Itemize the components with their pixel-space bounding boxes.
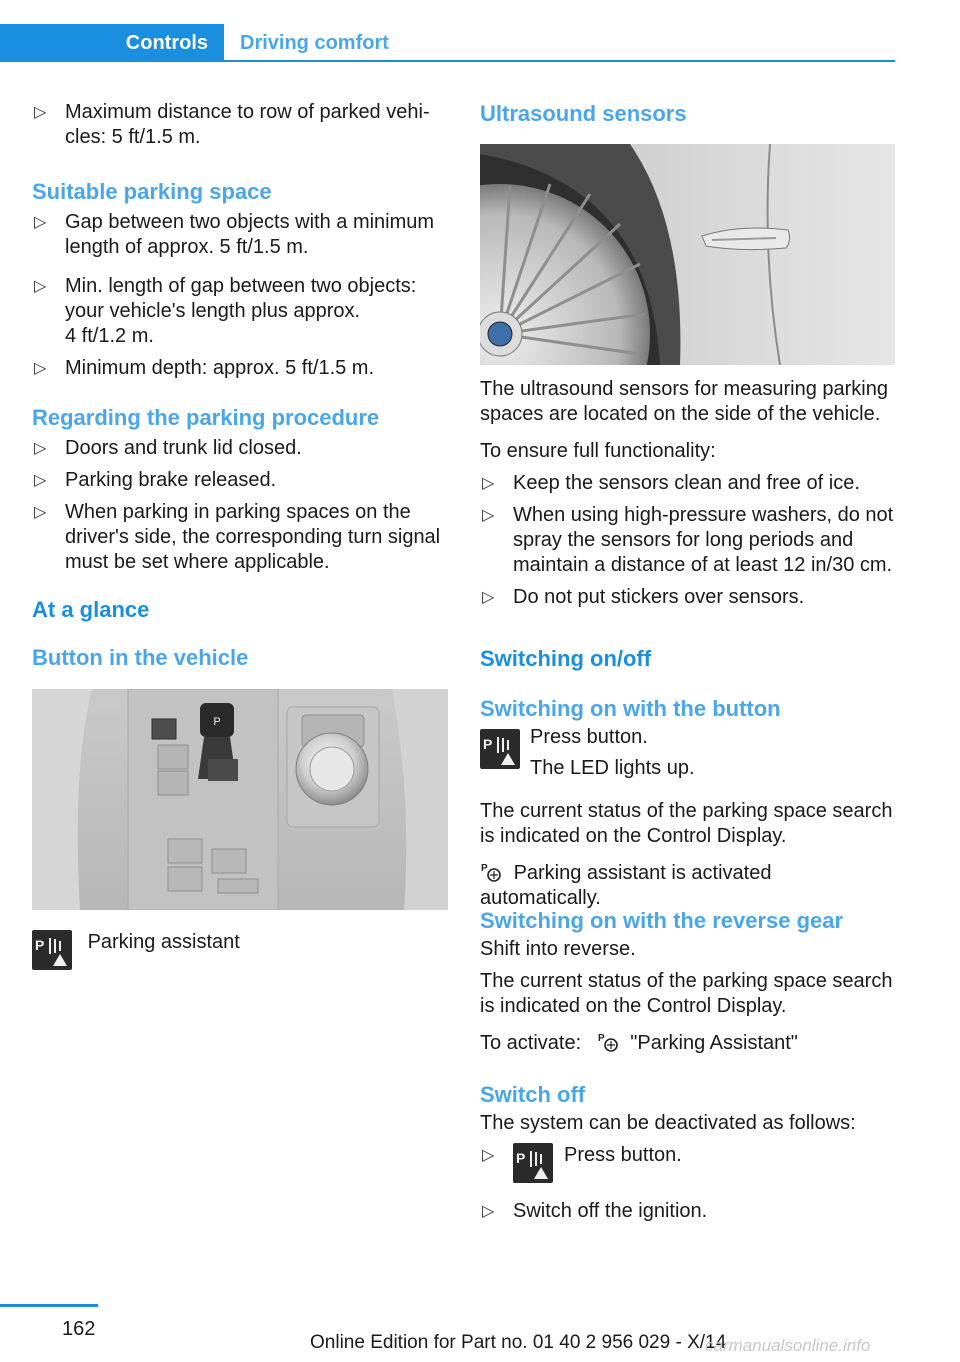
bullet-icon: ▷ — [34, 440, 47, 457]
parking-assistant-button-icon: P — [513, 1143, 553, 1183]
list-item-continuation: 4 ft/1.2 m. — [65, 325, 154, 347]
procedure-heading: Regarding the parking procedure — [32, 405, 380, 430]
console-illustration — [32, 689, 448, 910]
list-item: ▷ Parking brake released. — [34, 469, 277, 491]
ensure-paragraph: To ensure full functionality: — [480, 440, 716, 462]
status-paragraph: The current status of the parking space search is indicated on the Control Display. — [480, 800, 893, 847]
press-button-row — [480, 725, 896, 785]
list-item: ▷ Do not put stickers over sensors. — [482, 586, 805, 608]
bullet-icon: ▷ — [34, 214, 47, 231]
icon-caption: Parking assistant — [87, 931, 240, 953]
list-item: ▷ Gap between two objects with a minimum length of approx. 5 ft/1.5 m. — [34, 211, 435, 258]
list-item: ▷ Min. length of gap between two objects: your vehicle's length plus approx. — [34, 275, 417, 322]
sensor-illustration — [480, 144, 895, 365]
list-item: ▷ Minimum depth: approx. 5 ft/1.5 m. — [34, 357, 375, 379]
bullet-icon: ▷ — [34, 104, 47, 121]
left-column — [32, 100, 448, 974]
bullet-icon: ▷ — [34, 278, 47, 295]
reverse-heading: Switching on with the reverse gear — [480, 908, 844, 933]
list-item: ▷ Switch off the ignition. — [482, 1200, 708, 1222]
list-item: ▷ Maximum distance to row of parked vehicles: 5 ft/1.5 m. — [34, 101, 430, 148]
list-item: ▷ When parking in parking spaces on the driver's side, the corresponding turn signal must be set where applicable. — [34, 501, 441, 573]
sensor-image — [480, 144, 895, 365]
switch-heading: Switching on/off — [480, 646, 652, 671]
suitable-heading: Suitable parking space — [32, 179, 272, 204]
header-subsection-tab[interactable]: Driving comfort — [240, 32, 389, 54]
list-item: ▷ When using high-pressure washers, do not spray the sensors for long periods and maintain a distance of at least 12 in/30 cm. — [482, 504, 894, 576]
press-button-text: Press button. — [530, 726, 648, 748]
bullet-icon: ▷ — [34, 360, 47, 377]
edition-text: Online Edition for Part no. 01 40 2 956 029 - X/14 — [310, 1332, 727, 1353]
svg-text:P: P — [597, 1033, 605, 1044]
bullet-icon: ▷ — [34, 504, 47, 521]
right-column — [480, 100, 896, 1231]
shift-reverse-text: Shift into reverse. — [480, 938, 636, 960]
parking-assistant-symbol-icon — [597, 1031, 619, 1053]
with-button-heading: Switching on with the button — [480, 696, 781, 721]
parking-assistant-button-icon: P — [480, 729, 520, 769]
list-item: ▷ Keep the sensors clean and free of ice. — [482, 472, 860, 494]
bullet-icon: ▷ — [482, 1203, 495, 1220]
parking-assistant-symbol-icon — [480, 861, 502, 883]
console-image — [32, 689, 448, 910]
button-heading: Button in the vehicle — [32, 645, 249, 670]
bullet-icon: ▷ — [482, 475, 495, 492]
switch-off-heading: Switch off — [480, 1082, 586, 1107]
icon-caption-row — [32, 930, 448, 974]
status-paragraph-2: The current status of the parking space search is indicated on the Control Display. — [480, 970, 893, 1017]
led-text: The LED lights up. — [530, 757, 695, 779]
glance-heading: At a glance — [32, 597, 150, 622]
svg-text:P: P — [481, 863, 488, 874]
page-number: 162 — [62, 1318, 96, 1340]
auto-activated-row: P Parking assistant is activated automatically. — [480, 862, 772, 909]
bullet-icon: ▷ — [482, 589, 495, 606]
bullet-icon: ▷ — [482, 1147, 495, 1164]
list-item: ▷ P Press button. — [480, 1143, 896, 1199]
to-activate-row: To activate: P "Parking Assistant" — [480, 1032, 798, 1054]
svg-text:P: P — [213, 716, 221, 728]
deactivate-paragraph: The system can be deactivated as follows: — [480, 1112, 856, 1134]
sensors-heading: Ultrasound sensors — [480, 101, 687, 126]
bullet-icon: ▷ — [34, 472, 47, 489]
parking-assistant-button-icon: P — [32, 930, 72, 970]
bullet-icon: ▷ — [482, 507, 495, 524]
watermark: carmanualsonline.info — [705, 1336, 871, 1355]
list-item: ▷ Doors and trunk lid closed. — [34, 437, 302, 459]
sensors-paragraph: The ultrasound sensors for measuring parking spaces are located on the side of the vehicle. — [480, 378, 888, 425]
footer-rule — [0, 1304, 98, 1307]
header-section-tab[interactable]: Controls — [0, 24, 224, 62]
